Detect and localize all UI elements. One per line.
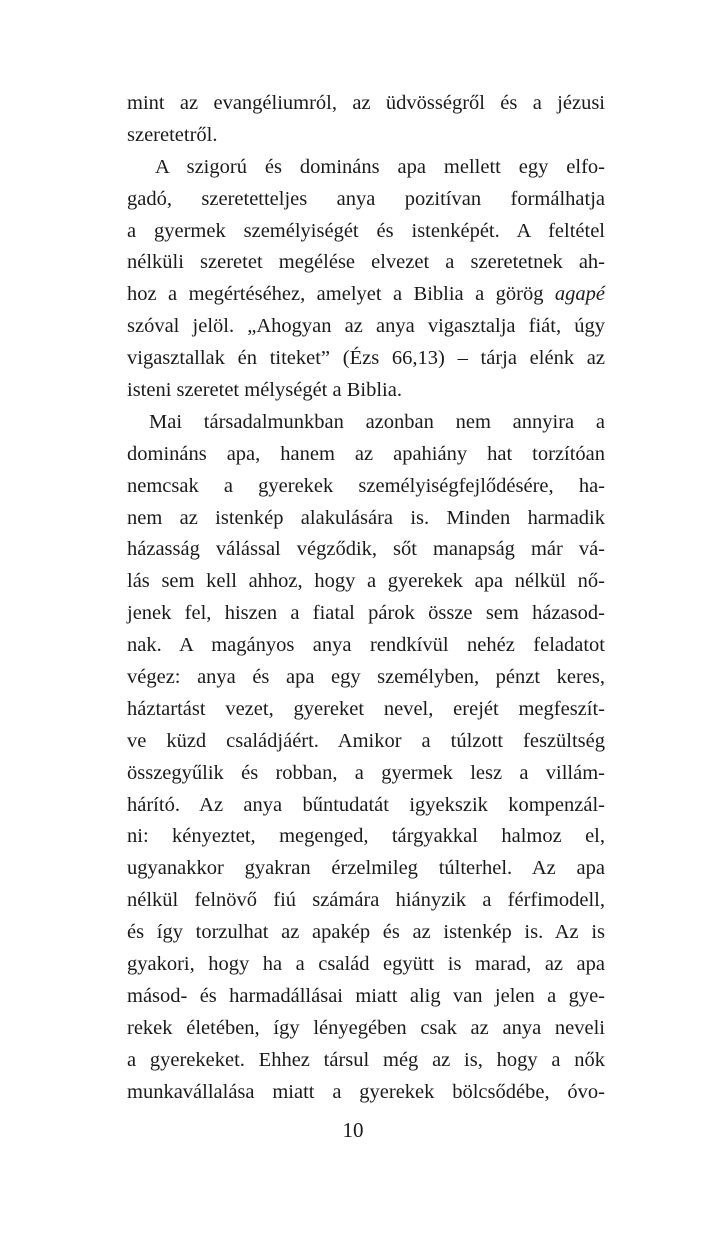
text-line: összegyűlik és robban, a gyermek lesz a villám- xyxy=(127,761,605,784)
text-line: háztartást vezet, gyereket nevel, erejét megfeszít- xyxy=(127,697,605,720)
text-line: gadó, szeretetteljes anya pozitívan formálhatja xyxy=(127,187,605,210)
text-line: Mai társadalmunkban azonban nem annyira a xyxy=(149,410,605,433)
text-line: végez: anya és apa egy személyben, pénzt keres, xyxy=(127,666,605,689)
italic-term: agapé xyxy=(554,283,605,306)
text-line: szóval jelöl. „Ahogyan az anya vigasztalja fiát, úgy xyxy=(127,315,605,338)
text-line: A szigorú és domináns apa mellett egy elfo- xyxy=(155,155,605,178)
text-line: lás sem kell ahhoz, hogy a gyerekek apa nélkül nő- xyxy=(127,570,605,593)
text-line: ugyanakkor gyakran érzelmileg túlterhel. Az apa xyxy=(127,857,605,880)
text-line: domináns apa, hanem az apahiány hat torzítóan xyxy=(127,442,605,465)
body-text xyxy=(127,88,605,1109)
page-number: 10 xyxy=(342,1118,364,1142)
text-line: szeretetről. xyxy=(127,123,218,146)
text-line: rekek életében, így lényegében csak az anya neveli xyxy=(127,1016,605,1039)
text-line: gyakori, hogy ha a család együtt is marad, az apa xyxy=(127,953,605,976)
text-line: és így torzulhat az apakép és az istenkép is. Az is xyxy=(127,921,605,944)
text-line: nélküli szeretet megélése elvezet a szeretetnek ah- xyxy=(127,251,605,274)
text-line: házasság válással végződik, sőt manapság már vá- xyxy=(127,538,605,561)
text-line: jenek fel, hiszen a fiatal párok össze sem házasod- xyxy=(127,602,605,625)
text-line: nemcsak a gyerekek személyiségfejlődésére, ha- xyxy=(127,474,605,497)
text-line: hárító. Az anya bűntudatát igyekszik kompenzál- xyxy=(127,793,605,816)
text-line: munkavállalása miatt a gyerekek bölcsődébe, óvo- xyxy=(127,1080,605,1103)
text-line: a gyermek személyiségét és istenképét. A feltétel xyxy=(127,219,605,242)
text-line: mint az evangéliumról, az üdvösségről és a jézusi xyxy=(127,92,605,114)
text-line-with-italic xyxy=(127,279,605,311)
text-line: vigasztallak én titeket” (Ézs 66,13) – tárja elénk az xyxy=(127,347,605,370)
text-line: nak. A magányos anya rendkívül nehéz feladatot xyxy=(127,634,605,657)
text-line: nem az istenkép alakulására is. Minden harmadik xyxy=(127,506,605,529)
text-line: ve küzd családjáért. Amikor a túlzott feszültség xyxy=(127,729,605,752)
text-line: a gyerekeket. Ehhez társul még az is, hogy a nők xyxy=(127,1048,605,1071)
text-line: ni: kényeztet, megenged, tárgyakkal halmoz el, xyxy=(127,825,605,848)
text-line: másod- és harmadállásai miatt alig van jelen a gye- xyxy=(127,984,605,1007)
text-line: isteni szeretet mélységét a Biblia. xyxy=(127,379,402,402)
text-segment: hoz a megértéséhez, amelyet a Biblia a görög xyxy=(127,283,555,306)
text-line: nélkül felnövő fiú számára hiányzik a férfimodell, xyxy=(127,889,605,912)
